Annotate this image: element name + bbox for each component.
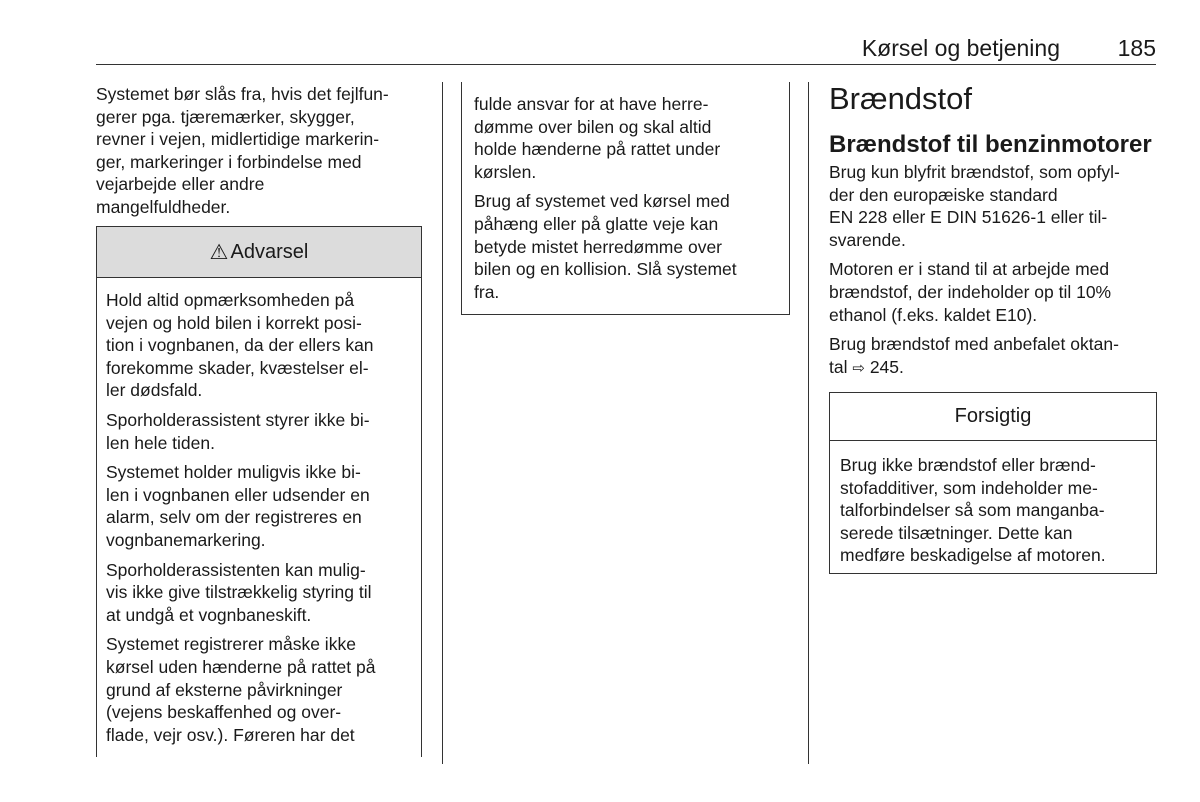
page-reference-arrow-icon: ⇨	[852, 359, 865, 377]
warning-triangle-icon: ⚠	[209, 240, 229, 264]
warning-body	[97, 278, 421, 746]
section-heading: Brændstof	[829, 81, 973, 116]
octane-page-reference[interactable]: 245.	[869, 356, 904, 377]
column1-intro	[96, 83, 426, 226]
intro-paragraph: Systemet bør slås fra, hvis det fejlfun- gerer pga. tjæremærker, skygger, revner i vejen, midlertidige markerin- ger, markeringer i forbindelse med vejarbejde eller andre mangelfuldheder.	[96, 84, 389, 217]
caution-paragraph: Brug ikke brændstof eller brænd- stofadditiver, som indeholder me- talforbindelser så som manganba- serede tilsætninger. Dette kan medføre beskadigelse af motoren.	[840, 455, 1106, 566]
warning-paragraph: Systemet registrerer måske ikke kørsel uden hænderne på rattet på grund af eksterne påvirkninger (vejens beskaffenhed og over- flade, vejr osv.). Føreren har det	[106, 634, 376, 745]
column-divider-left	[442, 82, 443, 764]
column-divider-right	[808, 82, 809, 764]
fuel-paragraph: Motoren er i stand til at arbejde med brændstof, der indeholder op til 10% ethanol (f.eks. kaldet E10).	[829, 259, 1112, 325]
column3	[829, 80, 1159, 387]
warning-continuation-body	[462, 82, 789, 303]
octane-text: Brug brændstof med anbefalet oktan- tal	[829, 334, 1119, 377]
caution-box	[829, 392, 1157, 574]
warning-paragraph: Hold altid opmærksomheden på vejen og hold bilen i korrekt posi- tion i vognbanen, da der ellers kan forekomme skader, kvæstelser el- ler dødsfald.	[106, 290, 374, 401]
warning-title: Advarsel	[230, 240, 309, 263]
warning-box	[96, 226, 422, 757]
page-header-title: Kørsel og betjening	[861, 35, 1060, 61]
continuation-paragraph: fulde ansvar for at have herre- dømme over bilen og skal altid holde hænderne på rattet under kørslen.	[474, 94, 721, 182]
warning-paragraph: Sporholderassistent styrer ikke bi- len hele tiden.	[106, 409, 370, 453]
octane-paragraph	[829, 333, 1159, 380]
header-rule	[96, 64, 1156, 65]
warning-paragraph: Systemet holder muligvis ikke bi- len i vognbanen eller udsender en alarm, selv om der registreres en vognbanemarkering.	[106, 462, 370, 550]
caution-header: Forsigtig	[830, 393, 1156, 441]
caution-body	[830, 441, 1156, 567]
page-number: 185	[1117, 35, 1156, 61]
warning-paragraph: Sporholderassistenten kan mulig- vis ikke give tilstrækkelig styring til at undgå et vognbaneskift.	[106, 559, 372, 625]
warning-continuation-box	[461, 82, 790, 315]
fuel-paragraph: Brug kun blyfrit brændstof, som opfyl- der den europæiske standard EN 228 eller E DIN 51626-1 eller til- svarende.	[829, 162, 1120, 250]
continuation-paragraph: Brug af systemet ved kørsel med påhæng eller på glatte veje kan betyde mistet herredømme over bilen og en kollision. Slå systemet fra.	[474, 191, 737, 302]
section-subheading: Brændstof til benzinmotorer	[829, 131, 1152, 158]
warning-header	[97, 227, 421, 278]
